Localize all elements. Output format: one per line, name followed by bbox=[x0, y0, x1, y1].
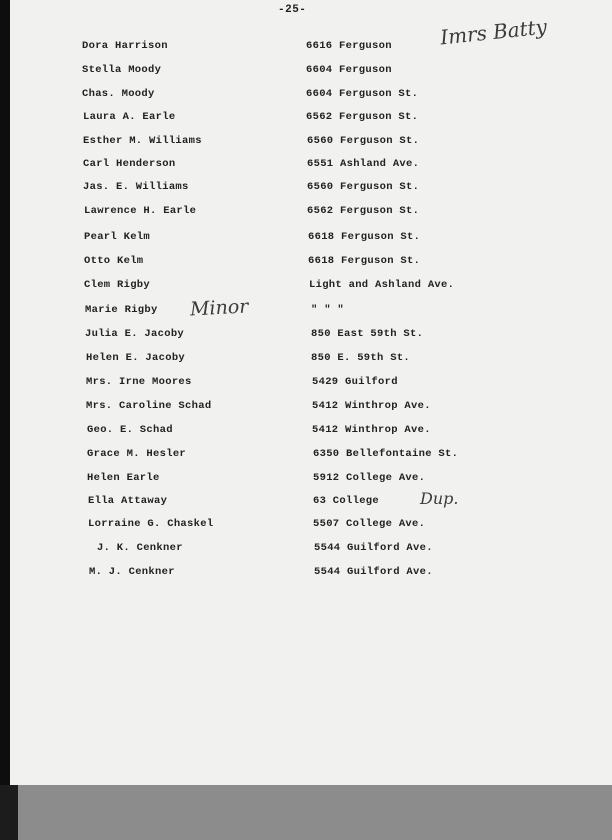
person-address: 6618 Ferguson St. bbox=[308, 255, 421, 267]
person-name: Dora Harrison bbox=[82, 40, 168, 52]
list-item bbox=[0, 255, 612, 271]
person-name: Otto Kelm bbox=[84, 255, 144, 267]
list-item bbox=[0, 518, 612, 534]
list-item bbox=[0, 88, 612, 104]
person-name: Julia E. Jacoby bbox=[85, 328, 185, 340]
list-item bbox=[0, 448, 612, 464]
person-address: 5912 College Ave. bbox=[313, 472, 426, 484]
person-name: Lorraine G. Chaskel bbox=[88, 518, 214, 530]
scan-bottom-corner bbox=[0, 785, 18, 840]
scan-bottom-band bbox=[18, 785, 612, 840]
list-item bbox=[0, 231, 612, 247]
person-name: J. K. Cenkner bbox=[97, 542, 183, 554]
list-item bbox=[0, 542, 612, 558]
person-name: Helen E. Jacoby bbox=[86, 352, 186, 364]
person-name: Lawrence H. Earle bbox=[84, 205, 197, 217]
list-item bbox=[0, 205, 612, 221]
person-address: 63 College bbox=[313, 495, 380, 507]
person-name: Geo. E. Schad bbox=[87, 424, 173, 436]
list-item bbox=[0, 135, 612, 151]
person-address: " " " bbox=[311, 304, 345, 316]
person-name: Pearl Kelm bbox=[84, 231, 151, 243]
person-address: 850 East 59th St. bbox=[311, 328, 424, 340]
list-item bbox=[0, 400, 612, 416]
person-address: 6604 Ferguson St. bbox=[306, 88, 419, 100]
person-address: 6560 Ferguson St. bbox=[307, 181, 420, 193]
person-name: Carl Henderson bbox=[83, 158, 176, 170]
handwritten-note-top: Imrs Batty bbox=[439, 14, 549, 50]
person-address: 6562 Ferguson St. bbox=[306, 111, 419, 123]
list-item bbox=[0, 64, 612, 80]
list-item bbox=[0, 158, 612, 174]
person-name: Jas. E. Williams bbox=[83, 181, 189, 193]
person-address: 6604 Ferguson bbox=[306, 64, 392, 76]
list-item bbox=[0, 111, 612, 127]
page-number: -25- bbox=[278, 4, 307, 16]
person-name: Stella Moody bbox=[82, 64, 162, 76]
list-item bbox=[0, 376, 612, 392]
person-address: 6560 Ferguson St. bbox=[307, 135, 420, 147]
list-item bbox=[0, 352, 612, 368]
person-address: 6350 Bellefontaine St. bbox=[313, 448, 459, 460]
person-name: Marie Rigby bbox=[85, 304, 158, 316]
list-item bbox=[0, 279, 612, 295]
person-address: 6618 Ferguson St. bbox=[308, 231, 421, 243]
handwritten-note-dup: Dup. bbox=[420, 489, 459, 508]
person-address: 5429 Guilford bbox=[312, 376, 398, 388]
person-name: Mrs. Caroline Schad bbox=[86, 400, 212, 412]
person-name: Esther M. Williams bbox=[83, 135, 202, 147]
handwritten-note-minor: Minor bbox=[189, 295, 249, 321]
person-address: Light and Ashland Ave. bbox=[309, 279, 455, 291]
list-item bbox=[0, 566, 612, 582]
person-name: Helen Earle bbox=[87, 472, 160, 484]
person-address: 850 E. 59th St. bbox=[311, 352, 411, 364]
person-address: 6551 Ashland Ave. bbox=[307, 158, 420, 170]
person-name: Chas. Moody bbox=[82, 88, 155, 100]
list-item bbox=[0, 328, 612, 344]
person-address: 5412 Winthrop Ave. bbox=[312, 400, 431, 412]
list-item bbox=[0, 424, 612, 440]
person-name: Mrs. Irne Moores bbox=[86, 376, 192, 388]
list-item bbox=[0, 304, 612, 320]
person-address: 5544 Guilford Ave. bbox=[314, 542, 433, 554]
person-name: M. J. Cenkner bbox=[89, 566, 175, 578]
person-name: Grace M. Hesler bbox=[87, 448, 187, 460]
person-name: Clem Rigby bbox=[84, 279, 151, 291]
list-item bbox=[0, 472, 612, 488]
person-address: 6562 Ferguson St. bbox=[307, 205, 420, 217]
person-address: 5412 Winthrop Ave. bbox=[312, 424, 431, 436]
list-item bbox=[0, 40, 612, 56]
person-address: 6616 Ferguson bbox=[306, 40, 392, 52]
person-name: Laura A. Earle bbox=[83, 111, 176, 123]
person-address: 5544 Guilford Ave. bbox=[314, 566, 433, 578]
person-address: 5507 College Ave. bbox=[313, 518, 426, 530]
person-name: Ella Attaway bbox=[88, 495, 168, 507]
list-item bbox=[0, 495, 612, 511]
list-item bbox=[0, 181, 612, 197]
